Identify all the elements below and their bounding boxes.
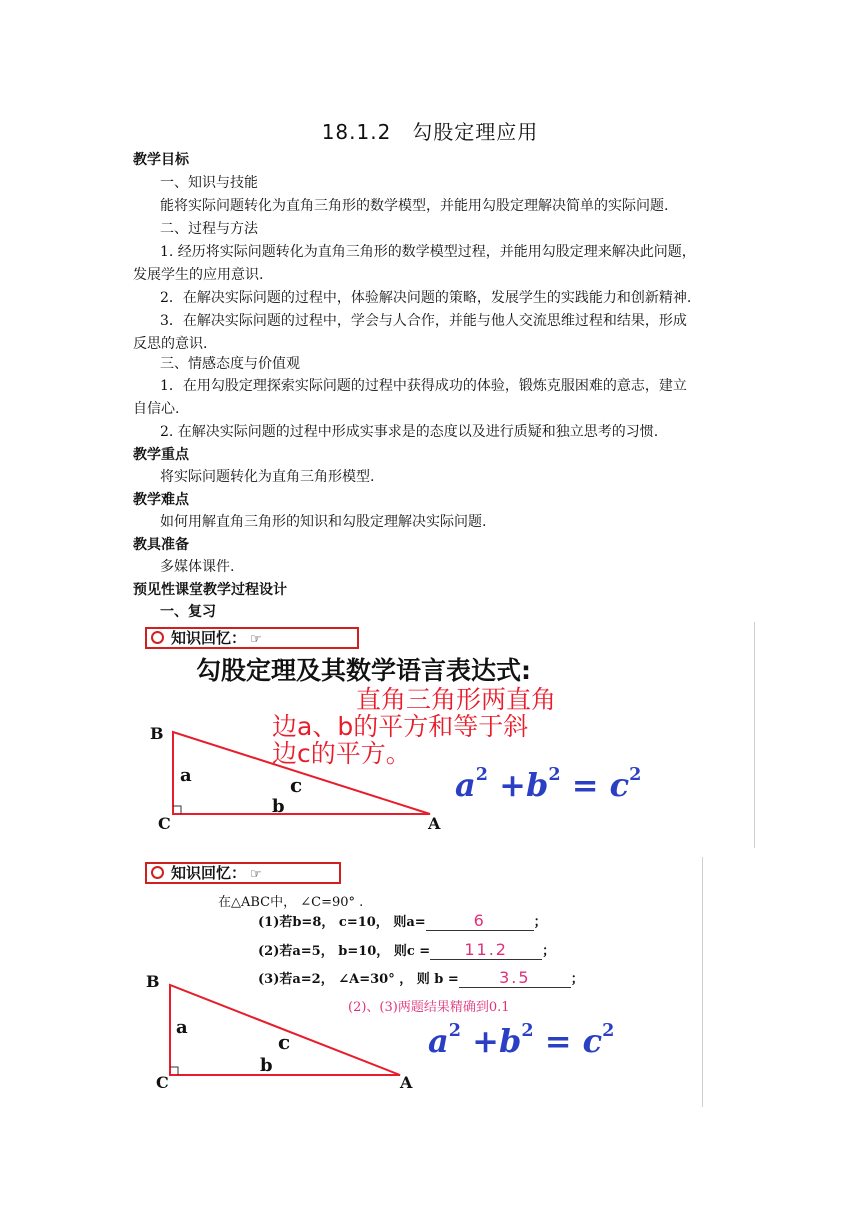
pythagorean-formula-2: $a^2 +b^2 = c^2$	[428, 1020, 615, 1060]
text-line: 2．在解决实际问题的过程中，体验解决问题的策略，发展学生的实践能力和创新精神.	[160, 290, 692, 306]
text-line: 反思的意识.	[133, 336, 208, 352]
heading-difficulties: 教学难点	[133, 492, 189, 508]
right-angle-mark	[170, 1067, 178, 1075]
heading-materials: 教具准备	[133, 537, 189, 553]
heading-key-points: 教学重点	[133, 447, 189, 463]
vertex-a-label: A	[428, 814, 441, 833]
text-line: 1. 经历将实际问题转化为直角三角形的数学模型过程，并能用勾股定理来解决此问题，	[160, 244, 696, 260]
knowledge-review-badge: 知识回忆： ☞	[145, 862, 341, 884]
slide1-heading: 勾股定理及其数学语言表达式:	[196, 656, 531, 685]
refresh-icon	[151, 631, 164, 644]
pythagorean-formula-1: $a^2 +b^2 = c^2$	[455, 764, 642, 804]
vertex-b-label: B	[146, 972, 160, 991]
slide-border	[702, 857, 703, 1107]
theorem-line-2: 边a、b的平方和等于斜	[272, 712, 529, 741]
text-line: 二、过程与方法	[160, 221, 258, 237]
precision-note: (2)、(3)两题结果精确到0.1	[348, 1000, 510, 1015]
text-line: 发展学生的应用意识.	[133, 267, 264, 283]
vertex-a-label: A	[400, 1073, 413, 1092]
vertex-b-label: B	[150, 724, 164, 743]
question-2: (2)若a=5， b=10， 则c = 11.2 ；	[258, 940, 556, 959]
theorem-line-3: 边c的平方。	[272, 739, 411, 768]
heading-objectives: 教学目标	[133, 152, 189, 168]
right-angle-mark	[173, 806, 181, 814]
text-line: 如何用解直角三角形的知识和勾股定理解决实际问题.	[160, 514, 487, 530]
pointing-hand-icon: ☞	[250, 867, 262, 882]
text-line: 多媒体课件.	[160, 559, 235, 575]
text-line: 三、情感态度与价值观	[160, 356, 300, 372]
question-3: (3)若a=2， ∠A=30° ， 则 b = 3.5 ；	[258, 968, 584, 987]
answer-1: 6	[426, 911, 534, 931]
pointing-hand-icon: ☞	[250, 632, 262, 647]
side-c-label: c	[290, 773, 303, 797]
answer-2: 11.2	[430, 940, 542, 960]
text-line: 自信心.	[133, 401, 180, 417]
vertex-c-label: C	[158, 814, 171, 833]
answer-3: 3.5	[459, 968, 571, 988]
heading-review: 一、复习	[160, 604, 216, 620]
side-c-label: c	[278, 1030, 291, 1054]
text-line: 3．在解决实际问题的过程中，学会与人合作，并能与他人交流思维过程和结果，形成	[160, 313, 687, 329]
side-b-label: b	[272, 796, 285, 817]
slide-border	[754, 622, 755, 848]
text-line: 一、知识与技能	[160, 175, 258, 191]
page-title: 18.1.2 勾股定理应用	[321, 120, 539, 144]
question-1: (1)若b=8， c=10， 则a= 6 ；	[258, 911, 547, 930]
problem-intro: 在△ABC中， ∠C=90° .	[218, 895, 364, 910]
refresh-icon	[151, 866, 164, 879]
heading-process: 预见性课堂教学过程设计	[133, 582, 287, 598]
text-line: 将实际问题转化为直角三角形模型.	[160, 469, 375, 485]
side-a-label: a	[176, 1017, 188, 1038]
knowledge-review-badge: 知识回忆： ☞	[145, 627, 359, 649]
side-a-label: a	[180, 765, 192, 786]
text-line: 能将实际问题转化为直角三角形的数学模型，并能用勾股定理解决简单的实际问题.	[160, 198, 669, 214]
side-b-label: b	[260, 1055, 273, 1076]
text-line: 2. 在解决实际问题的过程中形成实事求是的态度以及进行质疑和独立思考的习惯.	[160, 424, 659, 440]
vertex-c-label: C	[156, 1073, 169, 1092]
text-line: 1．在用勾股定理探索实际问题的过程中获得成功的体验，锻炼克服困难的意志，建立	[160, 378, 687, 394]
theorem-line-1: 直角三角形两直角	[356, 685, 557, 714]
